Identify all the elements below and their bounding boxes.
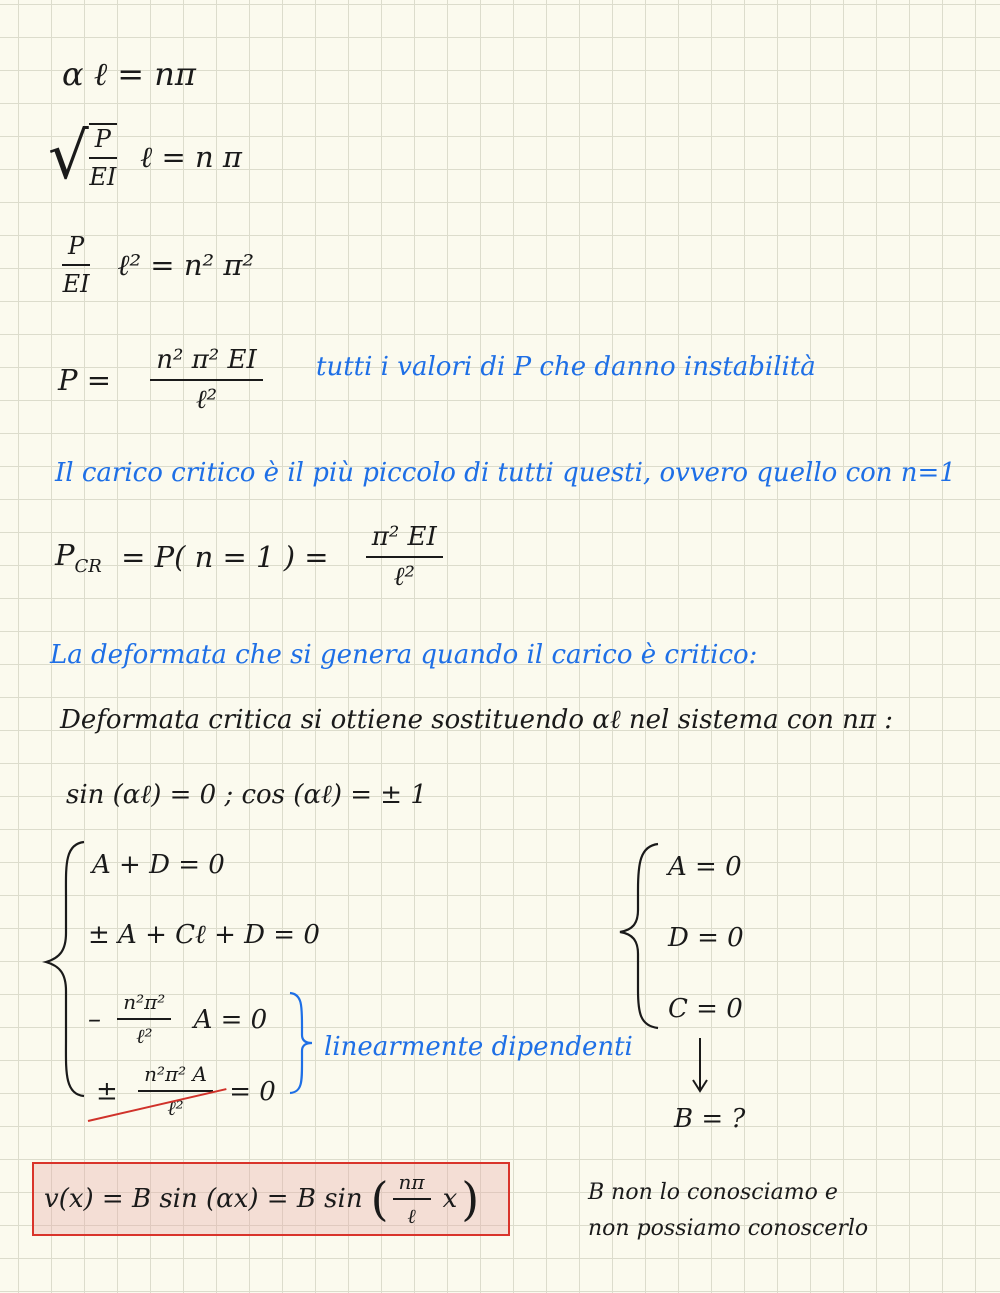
note-critical-load: Il carico critico è il più piccolo di tutti questi, ovvero quello con n=1 (55, 458, 956, 488)
p-lhs: P = (58, 363, 112, 397)
pcr-symbol: P (55, 537, 75, 572)
linear-dependence-brace (286, 990, 316, 1096)
eq-squared (62, 232, 254, 298)
row3-sign: – (88, 1004, 101, 1035)
pcr-mid: = P( n = 1 ) = (121, 540, 329, 574)
result-c: C = 0 (668, 994, 743, 1024)
sqrt-fraction (89, 123, 117, 191)
sqrt-sign: √ (48, 120, 89, 194)
row4-fraction (138, 1062, 213, 1121)
result-d: D = 0 (668, 923, 744, 953)
eq3-denominator: EI (62, 270, 90, 298)
final-numerator: nπ (393, 1170, 431, 1200)
final-x: x (442, 1184, 458, 1214)
eq3-fraction (62, 232, 90, 298)
eq3-numerator: P (62, 232, 90, 266)
system-row-1: A + D = 0 (92, 850, 225, 880)
sqrt-numerator: P (89, 125, 117, 159)
row3-rhs: A = 0 (193, 1004, 268, 1035)
sqrt-denominator: EI (89, 163, 117, 191)
note-b-line-2: non possiamo conoscerlo (588, 1216, 869, 1241)
note-deformed-shape: La deformata che si genera quando il carico è critico: (50, 640, 758, 670)
system-row-3 (88, 990, 267, 1049)
pcr-numerator: π² EI (366, 522, 443, 558)
eq-pcr (55, 522, 443, 592)
row4-numerator: n²π² A (138, 1062, 213, 1092)
p-numerator: n² π² EI (150, 345, 262, 381)
row4-rhs: = 0 (229, 1076, 276, 1107)
down-arrow-icon (690, 1036, 710, 1094)
eq-p (58, 345, 263, 415)
close-paren: ) (461, 1172, 480, 1226)
system-row-2: ± A + Cℓ + D = 0 (88, 920, 320, 950)
result-a: A = 0 (668, 852, 742, 882)
open-paren: ( (370, 1172, 389, 1226)
eq3-rhs: ℓ² = n² π² (117, 247, 255, 282)
p-fraction (150, 345, 262, 415)
note-critical-deformed: Deformata critica si ottiene sostituendo αℓ nel sistema con nπ : (60, 705, 893, 735)
row3-fraction (117, 990, 171, 1049)
eq-sqrt (48, 120, 242, 194)
note-linearly-dependent: linearmente dipendenti (324, 1032, 633, 1062)
note-b-line-1: B non lo conosciamo e (588, 1180, 838, 1205)
result-b: B = ? (674, 1104, 746, 1134)
final-lhs: v(x) = B sin (αx) = B sin (44, 1184, 363, 1214)
row3-denominator: ℓ² (136, 1024, 153, 1048)
eq-sin-cos: sin (αℓ) = 0 ; cos (αℓ) = ± 1 (66, 780, 427, 810)
pcr-denominator: ℓ² (393, 562, 415, 592)
row4-denominator: ℓ² (167, 1096, 184, 1120)
final-formula (44, 1170, 479, 1228)
results-brace (616, 840, 662, 1032)
pcr-subscript: CR (74, 555, 102, 577)
left-brace (40, 838, 90, 1100)
sqrt-rhs: ℓ = n π (140, 139, 242, 174)
final-fraction (393, 1170, 431, 1229)
row3-numerator: n²π² (117, 990, 171, 1020)
row4-sign: ± (96, 1076, 118, 1107)
eq-alpha-l: α ℓ = nπ (62, 55, 196, 93)
final-denominator: ℓ (407, 1203, 416, 1228)
p-denominator: ℓ² (195, 385, 218, 415)
note-instability: tutti i valori di P che danno instabilità (316, 352, 816, 382)
pcr-fraction (366, 522, 443, 592)
